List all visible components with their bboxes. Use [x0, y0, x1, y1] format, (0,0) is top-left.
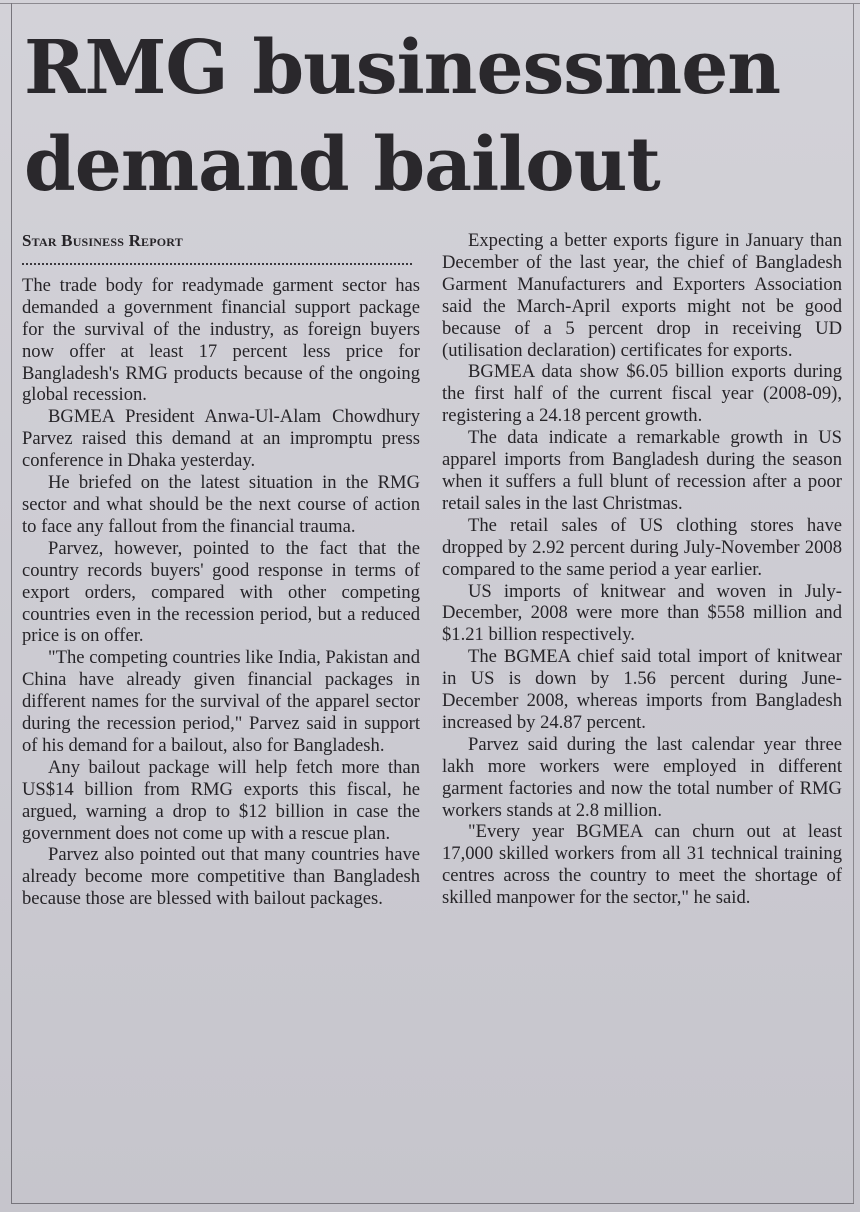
paragraph: He briefed on the latest situation in the RMG sector and what should be the next course of action to face any fallout from the financial trauma.	[22, 472, 420, 537]
paragraph: Parvez also pointed out that many countries have already become more competitive than Bangladesh because those are blessed with bailout packages.	[22, 844, 420, 910]
paragraph: The BGMEA chief said total import of knitwear in US is down by 1.56 percent during June-December 2008, whereas imports from Bangladesh increased by 24.87 percent.	[442, 646, 842, 733]
paragraph: "The competing countries like India, Pakistan and China have already given financial packages in different names for the survival of the apparel sector during the recession period," Parvez said in support of his demand for a bailout, also for Bangladesh.	[22, 647, 420, 756]
top-rule	[0, 3, 860, 4]
byline: Star Business Report	[22, 231, 183, 250]
paragraph: Any bailout package will help fetch more than US$14 billion from RMG exports this fiscal, he argued, warning a drop to $12 billion in case the government does not come up with a rescue plan.	[22, 756, 420, 844]
paragraph: "Every year BGMEA can churn out at least 17,000 skilled workers from all 31 technical training centres across the country to meet the shortage of skilled manpower for the sector," he said.	[442, 821, 842, 909]
paragraph: The trade body for readymade garment sector has demanded a government financial support package for the survival of the industry, as foreign buyers now offer at least 17 percent less price for Bangladesh's RMG products because of the ongoing global recession.	[22, 274, 420, 406]
right-rule	[853, 3, 854, 1204]
left-column	[22, 230, 420, 910]
right-column	[442, 230, 842, 909]
left-rule	[11, 3, 12, 1204]
paragraph: Parvez said during the last calendar year three lakh more workers were employed in different garment factories and now the total number of RMG workers stands at 2.8 million.	[442, 733, 842, 821]
paragraph: US imports of knitwear and woven in July- December, 2008 were more than $558 million and $1.21 billion respectively.	[442, 580, 842, 646]
headline: RMG businessmen demand bailout	[24, 25, 781, 208]
paragraph: BGMEA President Anwa-Ul-Alam Chowdhury Parvez raised this demand at an impromptu press conference in Dhaka yesterday.	[22, 406, 420, 472]
paragraph: Parvez, however, pointed to the fact that the country records buyers' good response in terms of export orders, compared with other competing countries even in the recession period, but a reduced price is on offer.	[22, 537, 420, 647]
paragraph: Expecting a better exports figure in January than December of the last year, the chief of Bangladesh Garment Manufacturers and Exporters Association said the March-April exports might not be good because of a 5 percent drop in receiving UD (utilisation declaration) certificates for exports.	[442, 230, 842, 361]
paragraph: BGMEA data show $6.05 billion exports during the first half of the current fiscal year (2008-09), registering a 24.18 percent growth.	[442, 361, 842, 427]
paragraph: The retail sales of US clothing stores have dropped by 2.92 percent during July-November 2008 compared to the same period a year earlier.	[442, 514, 842, 580]
byline-dotted-rule	[22, 263, 412, 265]
paragraph: The data indicate a remarkable growth in US apparel imports from Bangladesh during the season when it suffers a full blunt of recession after a poor retail sales in the last Christmas.	[442, 427, 842, 514]
bottom-rule	[11, 1203, 854, 1204]
